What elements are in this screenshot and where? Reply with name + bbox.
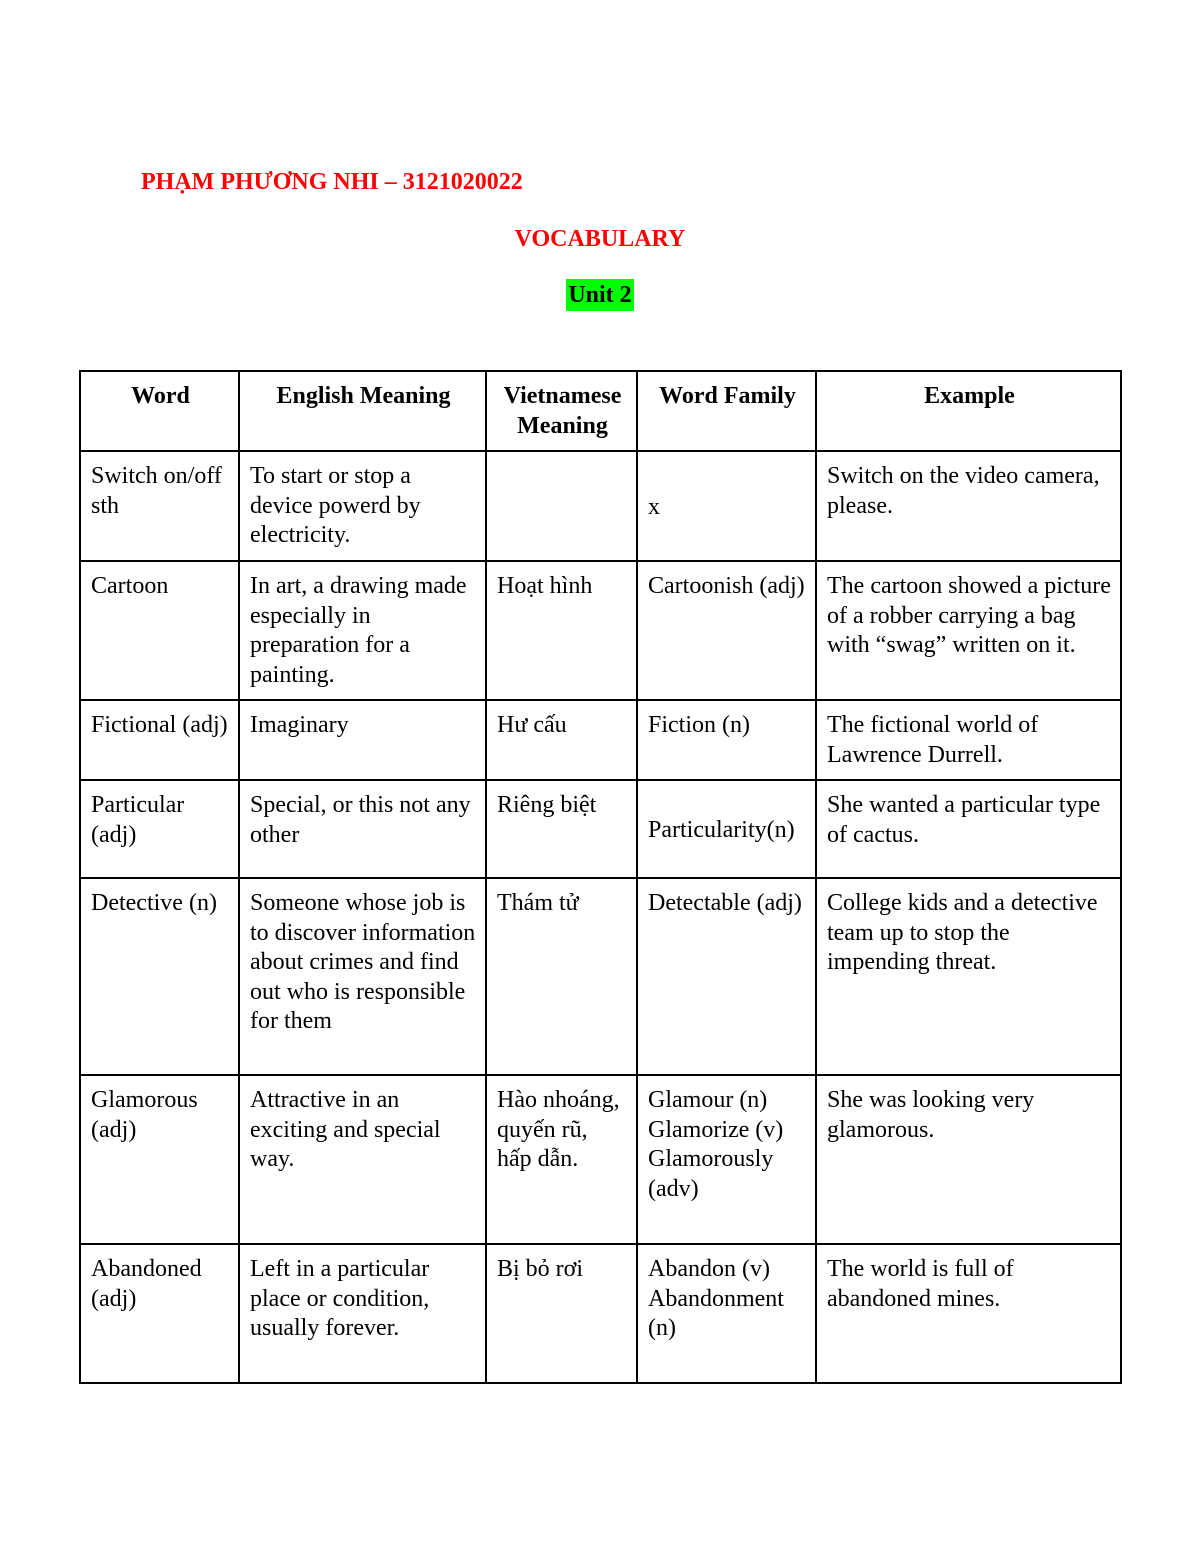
column-header-example: Example [816,371,1121,451]
author-name-id: PHẠM PHƯƠNG NHI – 3121020022 [141,169,523,195]
cell-vietnamese-meaning: Hào nhoáng, quyến rũ, hấp dẫn. [486,1075,637,1244]
cell-example: The world is full of abandoned mines. [816,1244,1121,1383]
cell-example: The cartoon showed a picture of a robber carrying a bag with “swag” written on it. [816,561,1121,700]
cell-vietnamese-meaning: Riêng biệt [486,780,637,878]
table-row [80,878,1121,1075]
cell-word: Detective (n) [80,878,239,1075]
cell-english-meaning: In art, a drawing made especially in preparation for a painting. [239,561,486,700]
unit-heading-wrap [0,279,1200,311]
cell-example: College kids and a detective team up to stop the impending threat. [816,878,1121,1075]
table-row [80,700,1121,780]
table-row [80,561,1121,700]
column-header-vietnamese-meaning: Vietnamese Meaning [486,371,637,451]
unit-heading: Unit 2 [566,279,633,311]
cell-word: Switch on/off sth [80,451,239,561]
cell-word: Abandoned (adj) [80,1244,239,1383]
cell-english-meaning: Someone whose job is to discover information about crimes and find out who is responsible for them [239,878,486,1075]
cell-word: Fictional (adj) [80,700,239,780]
cell-vietnamese-meaning [486,451,637,561]
cell-english-meaning: Imaginary [239,700,486,780]
cell-example: She was looking very glamorous. [816,1075,1121,1244]
cell-vietnamese-meaning: Bị bỏ rơi [486,1244,637,1383]
column-header-english-meaning: English Meaning [239,371,486,451]
cell-word-family: x [637,451,816,561]
cell-vietnamese-meaning: Hư cấu [486,700,637,780]
cell-word: Glamorous (adj) [80,1075,239,1244]
table-header-row [80,371,1121,451]
cell-example: The fictional world of Lawrence Durrell. [816,700,1121,780]
cell-english-meaning: Special, or this not any other [239,780,486,878]
table-row [80,780,1121,878]
cell-word-family: Glamour (n) Glamorize (v) Glamorously (adv) [637,1075,816,1244]
cell-english-meaning: Left in a particular place or condition, usually forever. [239,1244,486,1383]
document-title: VOCABULARY [514,226,686,252]
table-row [80,1075,1121,1244]
cell-english-meaning: To start or stop a device powerd by electricity. [239,451,486,561]
cell-word: Particular (adj) [80,780,239,878]
cell-english-meaning: Attractive in an exciting and special way. [239,1075,486,1244]
cell-word-family: Detectable (adj) [637,878,816,1075]
cell-example: Switch on the video camera, please. [816,451,1121,561]
cell-example: She wanted a particular type of cactus. [816,780,1121,878]
column-header-word: Word [80,371,239,451]
cell-word-family: Particularity(n) [637,780,816,878]
cell-word-family: Abandon (v) Abandonment (n) [637,1244,816,1383]
cell-word-family: Cartoonish (adj) [637,561,816,700]
table-row [80,1244,1121,1383]
cell-word-family: Fiction (n) [637,700,816,780]
column-header-word-family: Word Family [637,371,816,451]
cell-vietnamese-meaning: Hoạt hình [486,561,637,700]
table-row [80,451,1121,561]
cell-word: Cartoon [80,561,239,700]
cell-vietnamese-meaning: Thám tử [486,878,637,1075]
vocabulary-table [79,370,1122,1384]
